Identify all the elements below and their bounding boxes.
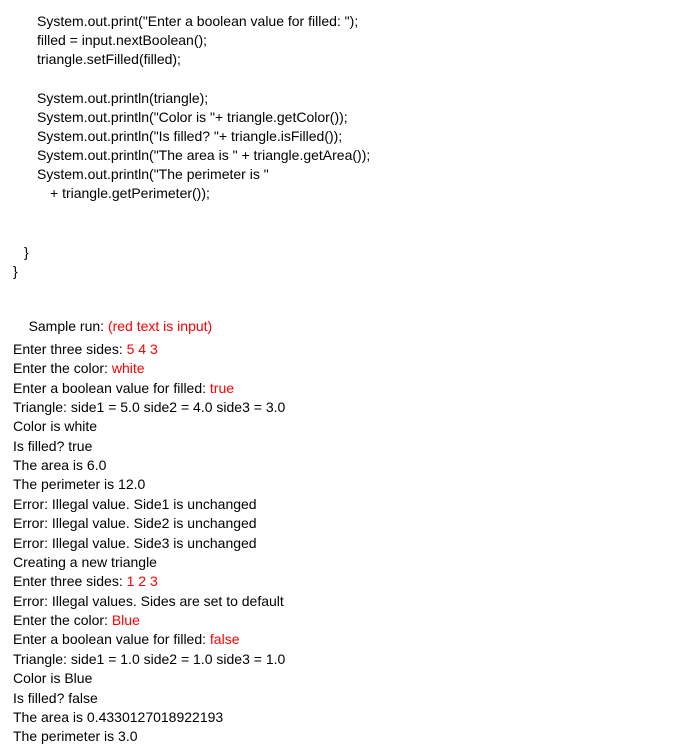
output-line: The perimeter is 12.0 xyxy=(13,476,146,492)
output-line: The perimeter is 3.0 xyxy=(13,728,138,744)
user-input: Blue xyxy=(111,612,140,628)
user-input: 5 4 3 xyxy=(126,341,158,357)
output-line: Enter three sides: 5 4 3 xyxy=(13,341,158,357)
sample-run-heading xyxy=(13,302,213,334)
output-line: The area is 6.0 xyxy=(13,457,107,473)
user-input: false xyxy=(209,631,240,647)
sample-run-note: (red text is input) xyxy=(107,318,213,334)
output-line: The area is 0.4330127018922193 xyxy=(13,709,224,725)
code-line: filled = input.nextBoolean(); xyxy=(37,32,208,48)
code-line: + triangle.getPerimeter()); xyxy=(50,185,210,201)
code-line: System.out.println("Is filled? "+ triangle.isFilled()); xyxy=(37,128,343,144)
output-line: Error: Illegal value. Side3 is unchanged xyxy=(13,535,257,551)
code-line: System.out.print("Enter a boolean value for filled: "); xyxy=(37,13,359,29)
code-line: triangle.setFilled(filled); xyxy=(37,51,181,67)
output-line: Triangle: side1 = 5.0 side2 = 4.0 side3 = 3.0 xyxy=(13,399,286,415)
output-line: Color is white xyxy=(13,418,98,434)
output-line: Enter the color: Blue xyxy=(13,612,140,628)
output-line: Color is Blue xyxy=(13,670,93,686)
closing-brace: } xyxy=(24,244,29,260)
output-line: Enter three sides: 1 2 3 xyxy=(13,573,158,589)
code-line: System.out.println("The area is " + triangle.getArea()); xyxy=(37,147,371,163)
output-line: Error: Illegal values. Sides are set to default xyxy=(13,593,284,609)
output-line: Error: Illegal value. Side1 is unchanged xyxy=(13,496,257,512)
output-line: Is filled? true xyxy=(13,438,93,454)
output-line: Enter the color: white xyxy=(13,360,145,376)
output-line: Is filled? false xyxy=(13,690,98,706)
sample-run-label: Sample run: xyxy=(28,318,105,334)
output-line: Enter a boolean value for filled: true xyxy=(13,380,235,396)
closing-brace: } xyxy=(13,263,18,279)
user-input: 1 2 3 xyxy=(126,573,158,589)
code-line: System.out.println(triangle); xyxy=(37,90,209,106)
output-line: Triangle: side1 = 1.0 side2 = 1.0 side3 = 1.0 xyxy=(13,651,286,667)
output-line: Error: Illegal value. Side2 is unchanged xyxy=(13,515,257,531)
output-line: Enter a boolean value for filled: false xyxy=(13,631,240,647)
code-line: System.out.println("The perimeter is " xyxy=(37,166,269,182)
output-line: Creating a new triangle xyxy=(13,554,157,570)
code-line: System.out.println("Color is "+ triangle.getColor()); xyxy=(37,109,348,125)
user-input: white xyxy=(111,360,145,376)
user-input: true xyxy=(209,380,235,396)
